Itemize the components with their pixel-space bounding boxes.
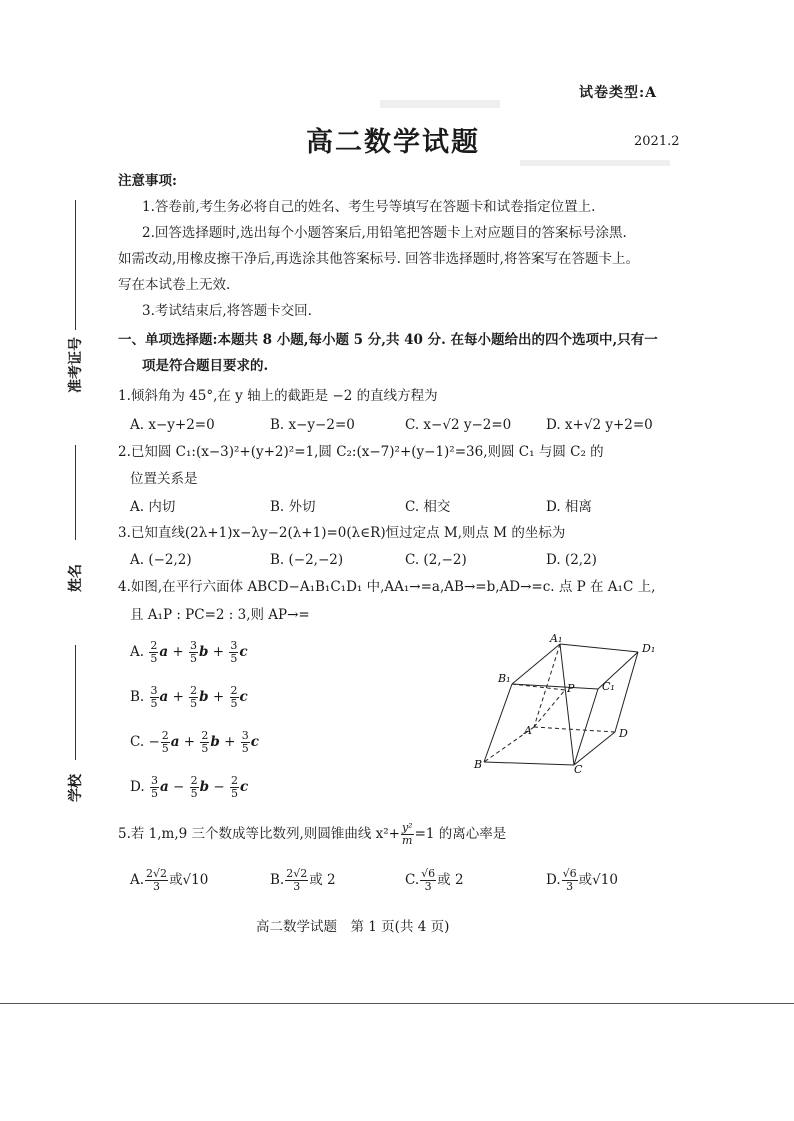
q1-option-b: B. x−y−2=0 bbox=[270, 417, 355, 433]
scan-edge-line bbox=[0, 1003, 794, 1004]
exam-number-label: 准考证号 bbox=[68, 337, 84, 393]
question-2-stem-cont: 位置关系是 bbox=[130, 471, 198, 487]
binding-line bbox=[75, 445, 76, 540]
edge-a1-d1 bbox=[560, 644, 638, 652]
fraction: $\frac{2√2}{3}$ bbox=[286, 867, 308, 893]
diagonal-a1-c bbox=[560, 644, 574, 765]
q5-option-c: C. $\frac{√6}{3}$ 或 2 bbox=[405, 867, 464, 893]
notice-item-1: 1.答卷前,考生务必将自己的姓名、考生号等填写在答题卡和试卷指定位置上. bbox=[142, 199, 596, 215]
segment-a-p-hidden bbox=[534, 690, 565, 727]
edge-a1-b1 bbox=[512, 644, 560, 684]
question-3-stem: 3.已知直线(2λ+1)x−λy−2(λ+1)=0(λ∈R)恒过定点 M,则点 M 的坐标为 bbox=[118, 525, 566, 541]
q5-option-a: A. $\frac{2√2}{3}$ 或√10 bbox=[130, 867, 209, 893]
fraction: $\frac{2}{5}$ bbox=[150, 639, 158, 665]
notice-heading: 注意事项: bbox=[118, 173, 177, 189]
section-heading-cont: 项是符合题目要求的. bbox=[142, 358, 269, 374]
fraction: $\frac{3}{5}$ bbox=[241, 729, 249, 755]
q5-option-d: D. $\frac{√6}{3}$ 或√10 bbox=[546, 867, 618, 893]
notice-item-3: 3.考试结束后,将答题卡交回. bbox=[142, 303, 312, 319]
label-d: D bbox=[619, 727, 628, 740]
fraction: $\frac{2}{5}$ bbox=[161, 729, 169, 755]
question-2-stem: 2.已知圆 C₁:(x−3)²+(y+2)²=1,圆 C₂:(x−7)²+(y−1)²=36,则圆 C₁ 与圆 C₂ 的 bbox=[118, 444, 604, 460]
q3-option-b: B. (−2,−2) bbox=[270, 552, 344, 568]
bleed-through-mark bbox=[380, 100, 500, 108]
page-title: 高二数学试题 bbox=[306, 127, 480, 158]
question-5-stem: 5.若 1,m,9 三个数成等比数列,则圆锥曲线 x²+ $\frac{\text{y²}}{m}$ =1 的离心率是 bbox=[118, 821, 507, 847]
fraction: $\frac{2}{5}$ bbox=[190, 774, 198, 800]
fraction: $\frac{2}{5}$ bbox=[230, 684, 238, 710]
q4-option-d: D. $\frac{3}{5}$ a − $\frac{2}{5}$ b − $\frac{2}{5}$ c bbox=[130, 774, 249, 800]
edge-b-c bbox=[484, 762, 574, 765]
label-c: C bbox=[574, 763, 583, 774]
q2-option-b: B. 外切 bbox=[270, 499, 316, 515]
question-4-stem-cont: 且 A₁P : PC=2 : 3,则 AP→= bbox=[130, 607, 310, 623]
notice-item-2-cont: 如需改动,用橡皮擦干净后,再选涂其他答案标号. 回答非选择题时,将答案写在答题卡上。 bbox=[118, 251, 639, 267]
exam-date: 2021.2 bbox=[634, 134, 680, 149]
fraction: $\frac{√6}{3}$ bbox=[562, 867, 577, 893]
q4-option-b: B. $\frac{3}{5}$ a + $\frac{2}{5}$ b + $\frac{2}{5}$ c bbox=[130, 684, 248, 710]
q1-option-c: C. x−√2 y−2=0 bbox=[405, 417, 512, 433]
edge-d1-d bbox=[615, 652, 638, 732]
parallelepiped-figure bbox=[470, 632, 670, 774]
paper-type: 试卷类型:A bbox=[579, 85, 658, 101]
option-label: C. bbox=[130, 734, 145, 750]
name-label: 姓名 bbox=[68, 564, 84, 592]
label-p: P bbox=[567, 682, 575, 695]
fraction: $\frac{√6}{3}$ bbox=[421, 867, 436, 893]
binding-line bbox=[75, 645, 76, 760]
edge-b1-b bbox=[484, 684, 512, 762]
label-b: B bbox=[474, 758, 483, 771]
school-label: 学校 bbox=[68, 774, 84, 802]
question-4-stem: 4.如图,在平行六面体 ABCD−A₁B₁C₁D₁ 中,AA₁→=a,AB→=b,AD→=c. 点 P 在 A₁C 上, bbox=[118, 579, 656, 595]
label-a1: A₁ bbox=[550, 632, 563, 645]
q3-option-d: D. (2,2) bbox=[546, 552, 597, 568]
notice-item-2: 2.回答选择题时,选出每个小题答案后,用铅笔把答题卡上对应题目的答案标号涂黑. bbox=[142, 225, 627, 241]
fraction: $\frac{2}{5}$ bbox=[230, 774, 238, 800]
label-b1: B₁ bbox=[498, 672, 511, 685]
label-d1: D₁ bbox=[642, 642, 656, 655]
edge-c1-c bbox=[574, 689, 598, 765]
fraction: $\frac{\text{y²}}{m}$ bbox=[401, 821, 413, 847]
q4-option-a: A. $\frac{2}{5}$ a + $\frac{3}{5}$ b + $\frac{3}{5}$ c bbox=[130, 639, 248, 665]
option-label: D. bbox=[130, 779, 145, 795]
q3-option-c: C. (2,−2) bbox=[405, 552, 467, 568]
q3-option-a: A. (−2,2) bbox=[130, 552, 192, 568]
page-footer: 高二数学试题 第 1 页(共 4 页) bbox=[256, 919, 450, 935]
edge-c-d bbox=[574, 732, 615, 765]
question-1-stem: 1.倾斜角为 45°,在 y 轴上的截距是 −2 的直线方程为 bbox=[118, 388, 438, 404]
section-heading: 一、单项选择题:本题共 8 小题,每小题 5 分,共 40 分. 在每小题给出的四个选项中,只有一 bbox=[118, 332, 658, 348]
binding-line bbox=[75, 200, 76, 330]
fraction: $\frac{3}{5}$ bbox=[150, 684, 158, 710]
fraction: $\frac{3}{5}$ bbox=[150, 774, 158, 800]
fraction: $\frac{2√2}{3}$ bbox=[146, 867, 168, 893]
fraction: $\frac{3}{5}$ bbox=[190, 639, 197, 665]
q2-option-c: C. 相交 bbox=[405, 499, 451, 515]
notice-item-2-cont: 写在本试卷上无效. bbox=[118, 277, 231, 293]
label-a: A bbox=[524, 724, 532, 737]
q5-option-b: B. $\frac{2√2}{3}$ 或 2 bbox=[270, 867, 336, 893]
option-label: A. bbox=[130, 644, 145, 660]
fraction: $\frac{2}{5}$ bbox=[201, 729, 209, 755]
fraction: $\frac{3}{5}$ bbox=[230, 639, 238, 665]
option-label: B. bbox=[130, 689, 145, 705]
q1-option-d: D. x+√2 y+2=0 bbox=[546, 417, 653, 433]
q4-option-c: C. − $\frac{2}{5}$ a + $\frac{2}{5}$ b + $\frac{3}{5}$ c bbox=[130, 729, 259, 755]
q1-option-a: A. x−y+2=0 bbox=[130, 417, 215, 433]
label-c1: C₁ bbox=[602, 680, 615, 693]
bleed-through-mark bbox=[520, 160, 670, 166]
q2-option-d: D. 相离 bbox=[546, 499, 592, 515]
q2-option-a: A. 内切 bbox=[130, 499, 176, 515]
edge-b1-c1 bbox=[512, 684, 598, 689]
edge-a-d-hidden bbox=[534, 727, 615, 732]
fraction: $\frac{2}{5}$ bbox=[190, 684, 198, 710]
